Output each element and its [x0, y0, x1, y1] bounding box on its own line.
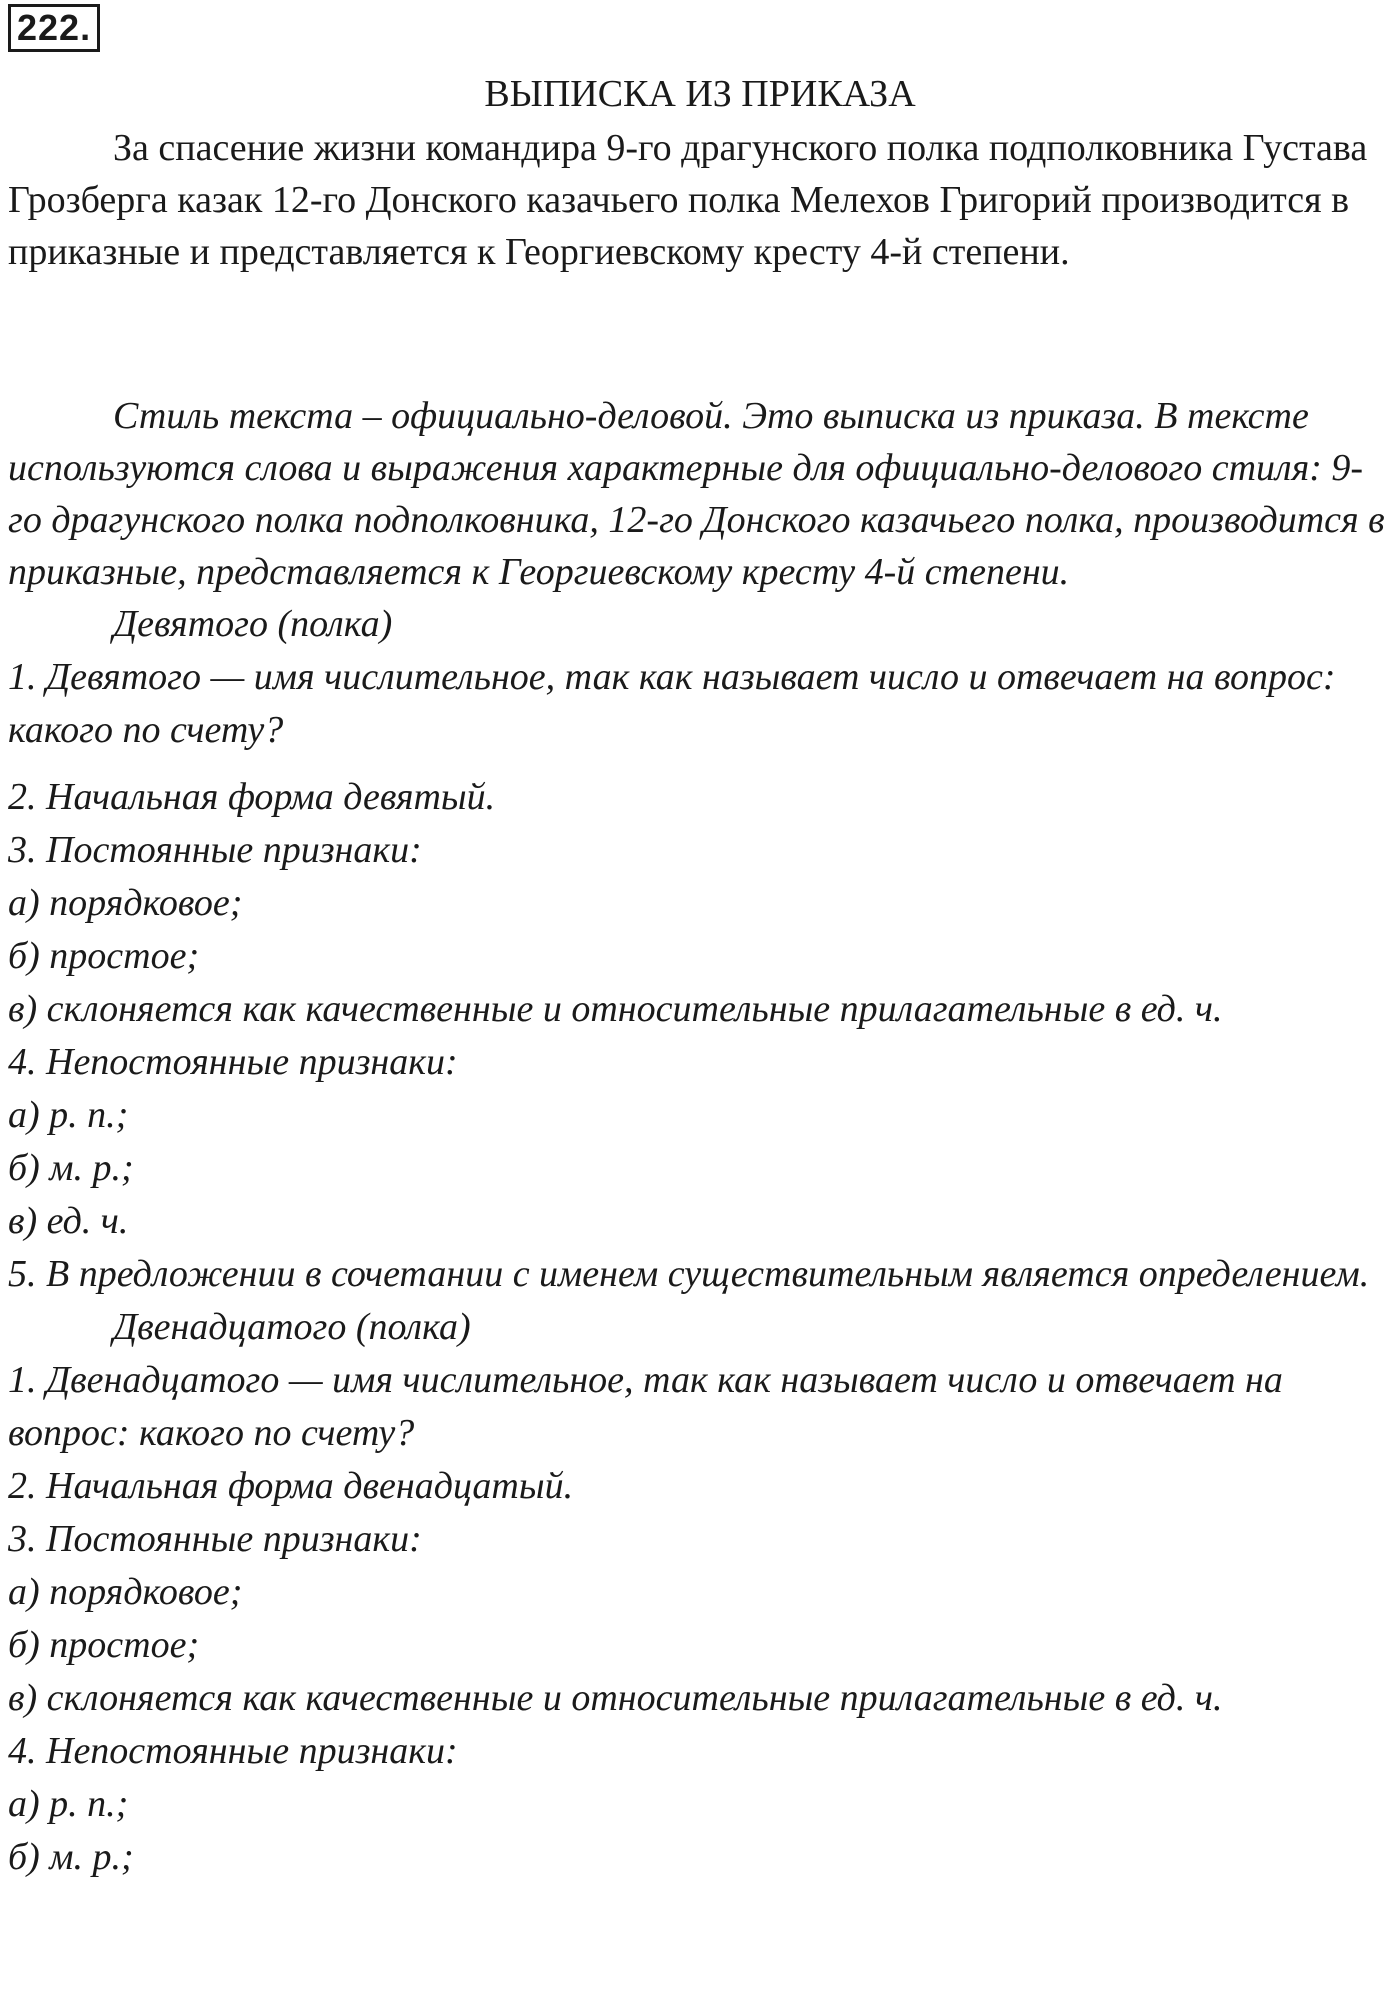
document-title: ВЫПИСКА ИЗ ПРИКАЗА — [484, 73, 916, 115]
ninth-item-1: 1. Девятого — имя числительное, так как называет число и отвечает на вопрос: какого по счету? — [8, 656, 1336, 751]
ninth-item-2: 2. Начальная форма девятый. — [8, 776, 496, 818]
twelfth-item-3a: а) порядковое; — [8, 1571, 243, 1613]
exercise-number-badge: 222. — [8, 4, 100, 52]
twelfth-item-4a: а) р. п.; — [8, 1783, 129, 1825]
ninth-item-4: 4. Непостоянные признаки: — [8, 1041, 458, 1083]
twelfth-item-3c: в) склоняется как качественные и относительные прилагательные в ед. ч. — [8, 1677, 1223, 1719]
order-excerpt-text: За спасение жизни командира 9-го драгунского полка подполковника Густава Грозберга казак 12-го Донского казачьего полка Мелехов Григорий производится в приказные и представляется к Георгиевскому кресту 4-й степени. — [8, 127, 1368, 273]
ninth-item-3c: в) склоняется как качественные и относительные прилагательные в ед. ч. — [8, 988, 1223, 1030]
ninth-item-3: 3. Постоянные признаки: — [8, 829, 422, 871]
twelfth-item-3: 3. Постоянные признаки: — [8, 1518, 422, 1560]
twelfth-item-1: 1. Двенадцатого — имя числительное, так как называет число и отвечает на вопрос: какого по счету? — [8, 1359, 1283, 1454]
ninth-item-4a: а) р. п.; — [8, 1094, 129, 1136]
ninth-item-3b: б) простое; — [8, 935, 200, 977]
ninth-item-5: 5. В предложении в сочетании с именем существительным является определением. — [8, 1253, 1370, 1295]
twelfth-item-3b: б) простое; — [8, 1624, 200, 1666]
twelfth-item-4b: б) м. р.; — [8, 1836, 134, 1878]
analysis-section — [8, 390, 1393, 1884]
ninth-item-4b: б) м. р.; — [8, 1147, 134, 1189]
ninth-item-4c: в) ед. ч. — [8, 1200, 129, 1242]
ninth-item-3a: а) порядковое; — [8, 882, 243, 924]
style-note: Стиль текста – официально-деловой. Это выписка из приказа. В тексте используются слова и выражения характерные для официально-делового стиля: 9-го драгунского полка подполковника, 12-го Донского казачьего полка, производится в приказные, представляется к Георгиевскому кресту 4-й степени. — [8, 395, 1385, 593]
twelfth-item-2: 2. Начальная форма двенадцатый. — [8, 1465, 574, 1507]
word-heading-twelfth: Двенадцатого (полка) — [113, 1306, 471, 1348]
twelfth-item-4: 4. Непостоянные признаки: — [8, 1730, 458, 1772]
word-heading-ninth: Девятого (полка) — [113, 603, 393, 645]
